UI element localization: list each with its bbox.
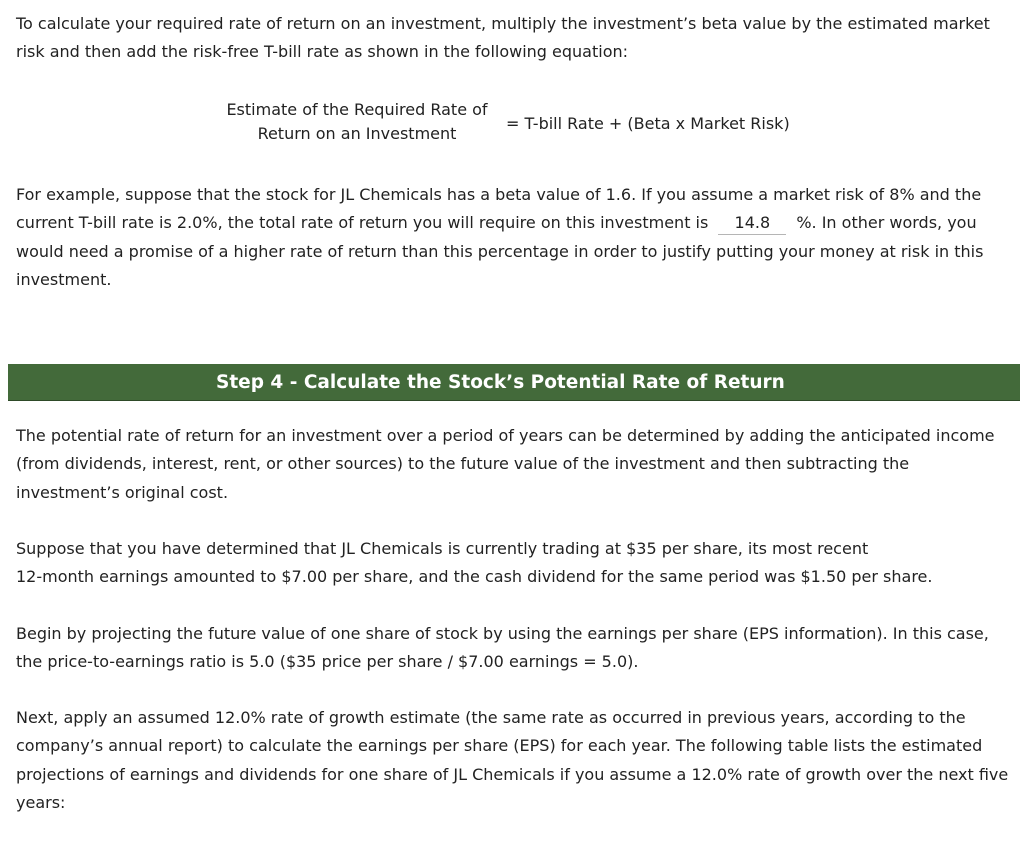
suppose-paragraph: [16, 535, 1016, 592]
required-return-equation: [0, 98, 1024, 154]
equation-right-side: = T-bill Rate + (Beta x Market Risk): [506, 114, 790, 133]
suppose-line-1: Suppose that you have determined that JL Chemicals is currently trading at $35 per share, its most recent: [16, 539, 869, 558]
required-return-answer-field[interactable]: 14.8: [718, 212, 786, 235]
step-4-title: Step 4 - Calculate the Stock’s Potential Rate of Return: [216, 372, 785, 393]
suppose-line-2: 12-month earnings amounted to $7.00 per share, and the cash dividend for the same period was $1.50 per share.: [16, 567, 933, 587]
equation-left-line-2: Return on an Investment: [257, 124, 457, 143]
eps-projection-paragraph: Begin by projecting the future value of one share of stock by using the earnings per share (EPS information). In this case, the price-to-earnings ratio is 5.0 ($35 price per share / $7.00 earnings = 5.0).: [16, 624, 989, 672]
example-text-after: %. In other words, you would need a promise of a higher rate of return than this percentage in order to justify putting your money at risk in this investment.: [16, 213, 984, 289]
potential-return-paragraph: The potential rate of return for an investment over a period of years can be determined by adding the anticipated income (from dividends, interest, rent, or other sources) to the future value of the investment and then subtracting the investment’s original cost.: [16, 426, 995, 502]
example-paragraph: [16, 181, 1016, 294]
equation-left-line-1: Estimate of the Required Rate of: [226, 100, 488, 119]
example-text-before: For example, suppose that the stock for JL Chemicals has a beta value of 1.6. If you assume a market risk of 8% and the current T-bill rate is 2.0%, the total rate of return you will require on this investment is: [16, 185, 982, 233]
equation-left-side: [200, 98, 514, 146]
growth-estimate-paragraph: Next, apply an assumed 12.0% rate of growth estimate (the same rate as occurred in previous years, according to the company’s annual report) to calculate the earnings per share (EPS) for each year. The following table lists the estimated projections of earnings and dividends for one share of JL Chemicals if you assume a 12.0% rate of growth over the next five years:: [16, 708, 1009, 812]
step-4-banner: [8, 364, 1020, 401]
intro-paragraph: To calculate your required rate of return on an investment, multiply the investment’s beta value by the estimated market risk and then add the risk-free T-bill rate as shown in the following equation:: [16, 14, 990, 62]
